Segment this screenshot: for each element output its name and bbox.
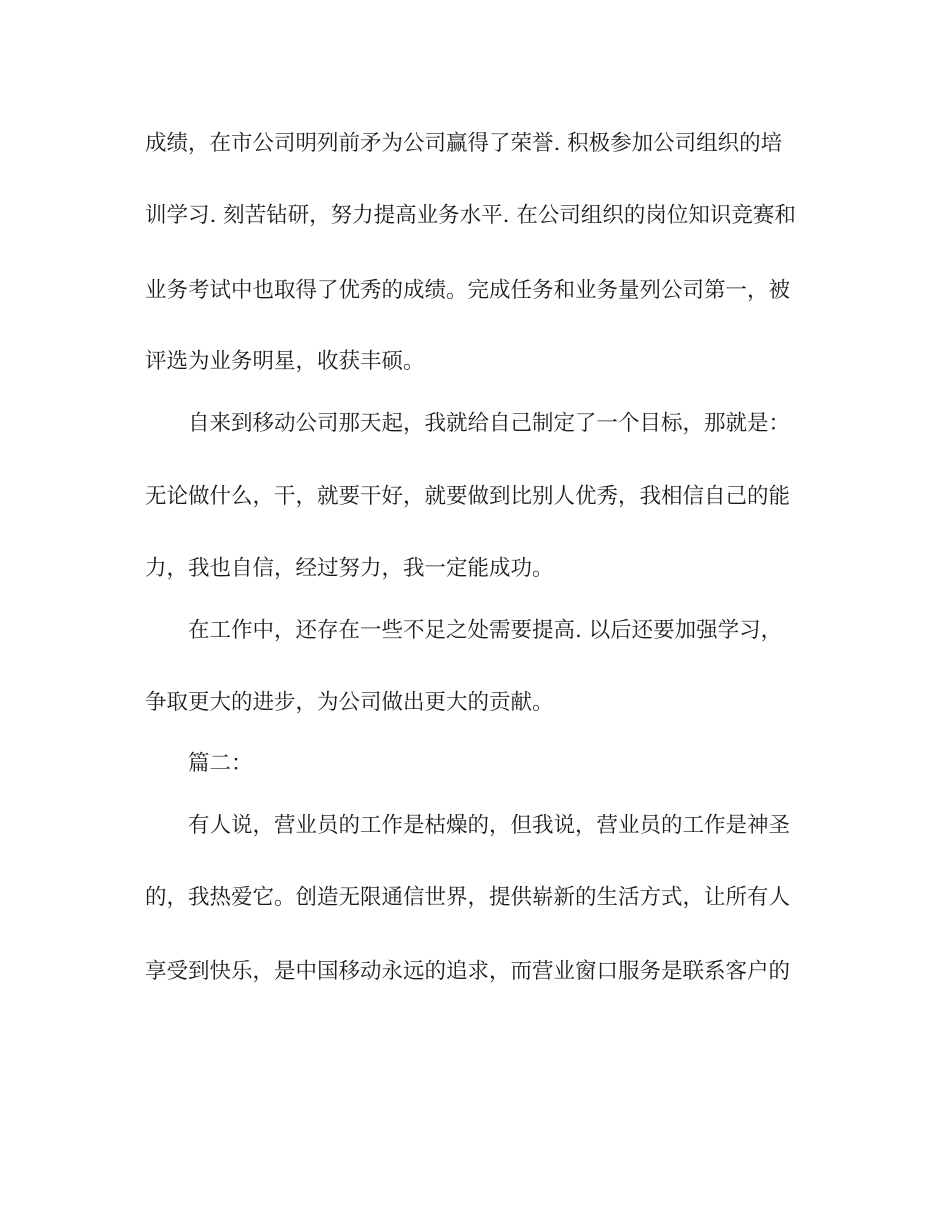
text-line: 的，我热爱它。创造无限通信世界，提供崭新的生活方式，让所有人 <box>145 885 791 910</box>
text-line: 争取更大的进步，为公司做出更大的贡献。 <box>145 690 554 715</box>
text-line: 享受到快乐，是中国移动永远的追求，而营业窗口服务是联系客户的 <box>145 959 791 984</box>
text-line: 成绩，在市公司明列前矛为公司赢得了荣誉. 积极参加公司组织的培 <box>145 131 783 156</box>
paragraph-first-line: 自来到移动公司那天起，我就给自己制定了一个目标，那就是： <box>188 411 791 436</box>
text-line: 训学习. 刻苦钻研，努力提高业务水平. 在公司组织的岗位知识竞赛和 <box>145 203 796 228</box>
paragraph-first-line: 在工作中，还存在一些不足之处需要提高. 以后还要加强学习， <box>188 618 783 643</box>
section-heading: 篇二： <box>188 751 253 776</box>
text-line: 无论做什么，干，就要干好，就要做到比别人优秀，我相信自己的能 <box>145 484 791 509</box>
text-line: 评选为业务明星，收获丰硕。 <box>145 349 425 374</box>
text-line: 业务考试中也取得了优秀的成绩。完成任务和业务量列公司第一，被 <box>145 278 791 303</box>
paragraph-first-line: 有人说，营业员的工作是枯燥的，但我说，营业员的工作是神圣 <box>188 813 791 838</box>
text-line: 力，我也自信，经过努力，我一定能成功。 <box>145 556 554 581</box>
